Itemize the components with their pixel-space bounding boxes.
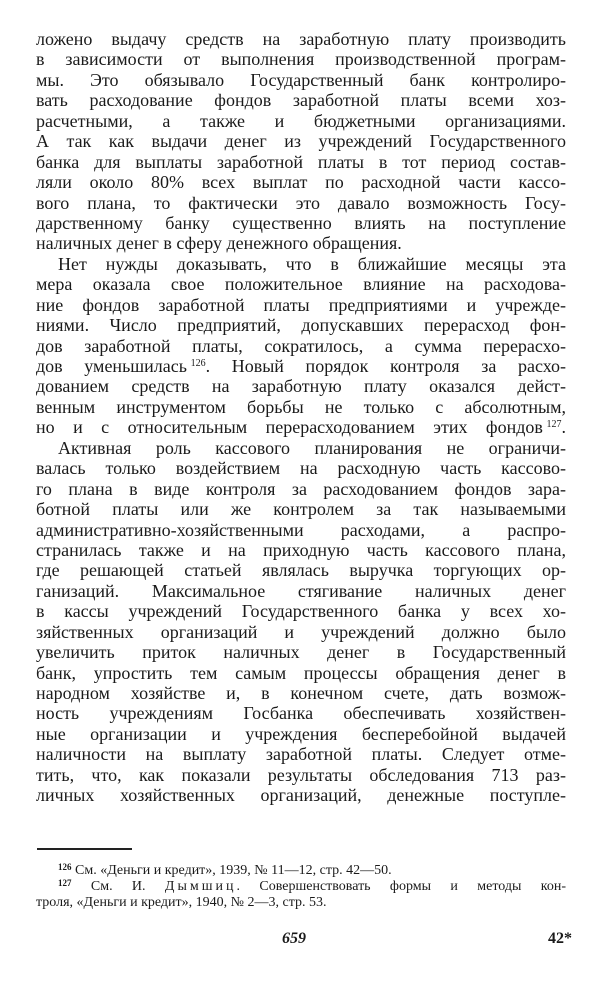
line-text: увеличить приток наличных денег в Государственный (36, 642, 566, 663)
text-line (36, 724, 566, 744)
line-text: го плана в виде контроля за расходованием фондов зара- (36, 478, 566, 499)
line-text: венным инструментом борьбы не только с абсолютным, (36, 396, 566, 417)
line-text: дованием средств на заработную плату оказался дейст- (36, 376, 566, 397)
line-text: ниями. Число предприятий, допускавших перерасход фон- (36, 315, 566, 336)
text-line (36, 274, 566, 294)
text-line (36, 683, 566, 703)
text-line (36, 540, 566, 560)
line-text: . Новый порядок контроля за расхо- (205, 356, 567, 376)
text-line (36, 376, 566, 396)
line-text: ботной платы или же контролем за так называемыми (36, 499, 566, 520)
line-text: расчетными, а также и бюджетными организациями. (36, 110, 566, 131)
line-text: народном хозяйстве и, в конечном счете, дать возмож- (36, 683, 566, 703)
text-line (36, 193, 566, 213)
text-line (36, 622, 566, 642)
footnote-number: 127 (58, 878, 72, 888)
line-text: странилась также и на приходную часть кассового плана, (36, 539, 566, 560)
text-line (36, 703, 566, 723)
line-text: ляли около 80% всех выплат по расходной части кассо- (36, 172, 566, 193)
footnote-prefix: См. И. (90, 879, 146, 894)
footnote-number: 126 (58, 862, 72, 872)
line-text: административно-хозяйственными расходами, а распро- (36, 519, 566, 540)
footnotes (36, 863, 566, 911)
line-text: дов уменьшилась (36, 356, 187, 376)
line-text: А так как выдачи денег из учреждений Государственного (36, 131, 566, 152)
text-line (36, 663, 566, 683)
footnote-divider (37, 848, 132, 850)
line-text: мера оказала свое положительное влияние на расходова- (36, 274, 566, 295)
text-line (36, 642, 566, 662)
line-text: вать расходование фондов заработной платы всеми хоз- (36, 90, 566, 111)
line-text: ганизаций. Максимальное стягивание наличных денег (36, 580, 566, 601)
line-text: вого плана, то фактически это давало возможность Госу- (36, 192, 566, 213)
text-line (36, 336, 566, 356)
line-text: личных хозяйственных организаций, денежные поступле- (36, 785, 566, 806)
text-line (36, 765, 566, 785)
line-text: тить, что, как показали результаты обследования 713 раз- (36, 764, 566, 785)
text-line (36, 744, 566, 764)
text-line (36, 356, 566, 376)
line-text: ность учреждениям Госбанка обеспечивать хозяйствен- (36, 703, 566, 724)
line-text: в зависимости от выполнения производственной програм- (36, 49, 566, 70)
line-text: ложено выдачу средств на заработную плату производить (36, 29, 566, 49)
line-text: . (561, 417, 566, 438)
line-text: зяйственных организаций и учреждений должно было (36, 621, 566, 642)
text-line (36, 172, 566, 192)
body-text (36, 29, 566, 806)
text-line (36, 785, 566, 805)
text-line (36, 581, 566, 601)
line-text: но и с относительным перерасходованием этих фондов (36, 417, 543, 438)
text-line (36, 560, 566, 580)
text-line (36, 70, 566, 90)
line-text: ние фондов заработной платы предприятиями и учрежде- (36, 294, 566, 315)
footnote-author: Дымшиц (164, 879, 237, 894)
text-line (36, 601, 566, 621)
line-text: наличных денег в сферу денежного обращения. (36, 233, 402, 254)
text-line (36, 233, 566, 253)
text-line (36, 29, 566, 49)
line-text: банк, упростить тем самым процессы обращения денег в (36, 662, 566, 683)
line-text: банка для выплаты заработной платы в тот период состав- (36, 151, 566, 172)
footnote-127 (36, 879, 566, 895)
text-line (36, 479, 566, 499)
text-line (36, 315, 566, 335)
line-text: дов заработной платы, сократилось, а сумма перерасхо- (36, 335, 566, 356)
text-line (36, 152, 566, 172)
line-text: мы. Это обязывало Государственный банк контролиро- (36, 69, 566, 90)
page-number: 659 (282, 930, 306, 947)
footnote-reference[interactable]: 127 (546, 419, 562, 431)
line-text: Нет нужды доказывать, что в ближайшие месяцы эта (58, 253, 566, 274)
line-text: где решающей статьей являлась выручка торгующих ор- (36, 560, 566, 581)
footnote-text: . Совершенствовать формы и методы кон- (236, 879, 567, 894)
text-line (36, 458, 566, 478)
footnote-126 (36, 863, 566, 879)
line-text: в кассы учреждений Государственного банка у всех хо- (36, 601, 566, 622)
signature-mark: 42* (548, 930, 572, 947)
text-line (36, 131, 566, 151)
footnote-reference[interactable]: 126 (190, 358, 206, 369)
text-line (36, 499, 566, 519)
footnote-127-continuation: троля, «Деньги и кредит», 1940, № 2—3, стр. 53. (36, 895, 327, 910)
text-line (36, 213, 566, 233)
text-line (36, 111, 566, 131)
line-text: ные организации и учреждения бесперебойной выдачей (36, 723, 566, 744)
text-line (36, 417, 566, 437)
line-text: наличности на выплату заработной платы. Следует отме- (36, 744, 566, 765)
text-line (36, 254, 566, 274)
footnote-text: См. «Деньги и кредит», 1939, № 11—12, стр. 42—50. (75, 863, 392, 878)
text-line (36, 49, 566, 69)
line-text: дарственному банку существенно влиять на поступление (36, 212, 566, 233)
line-text: валась только воздействием на расходную часть кассово- (36, 458, 566, 479)
text-line (36, 520, 566, 540)
line-text: Активная роль кассового планирования не ограничи- (58, 437, 566, 458)
text-line (36, 397, 566, 417)
text-line (36, 438, 566, 458)
text-line (36, 295, 566, 315)
text-line (36, 90, 566, 110)
